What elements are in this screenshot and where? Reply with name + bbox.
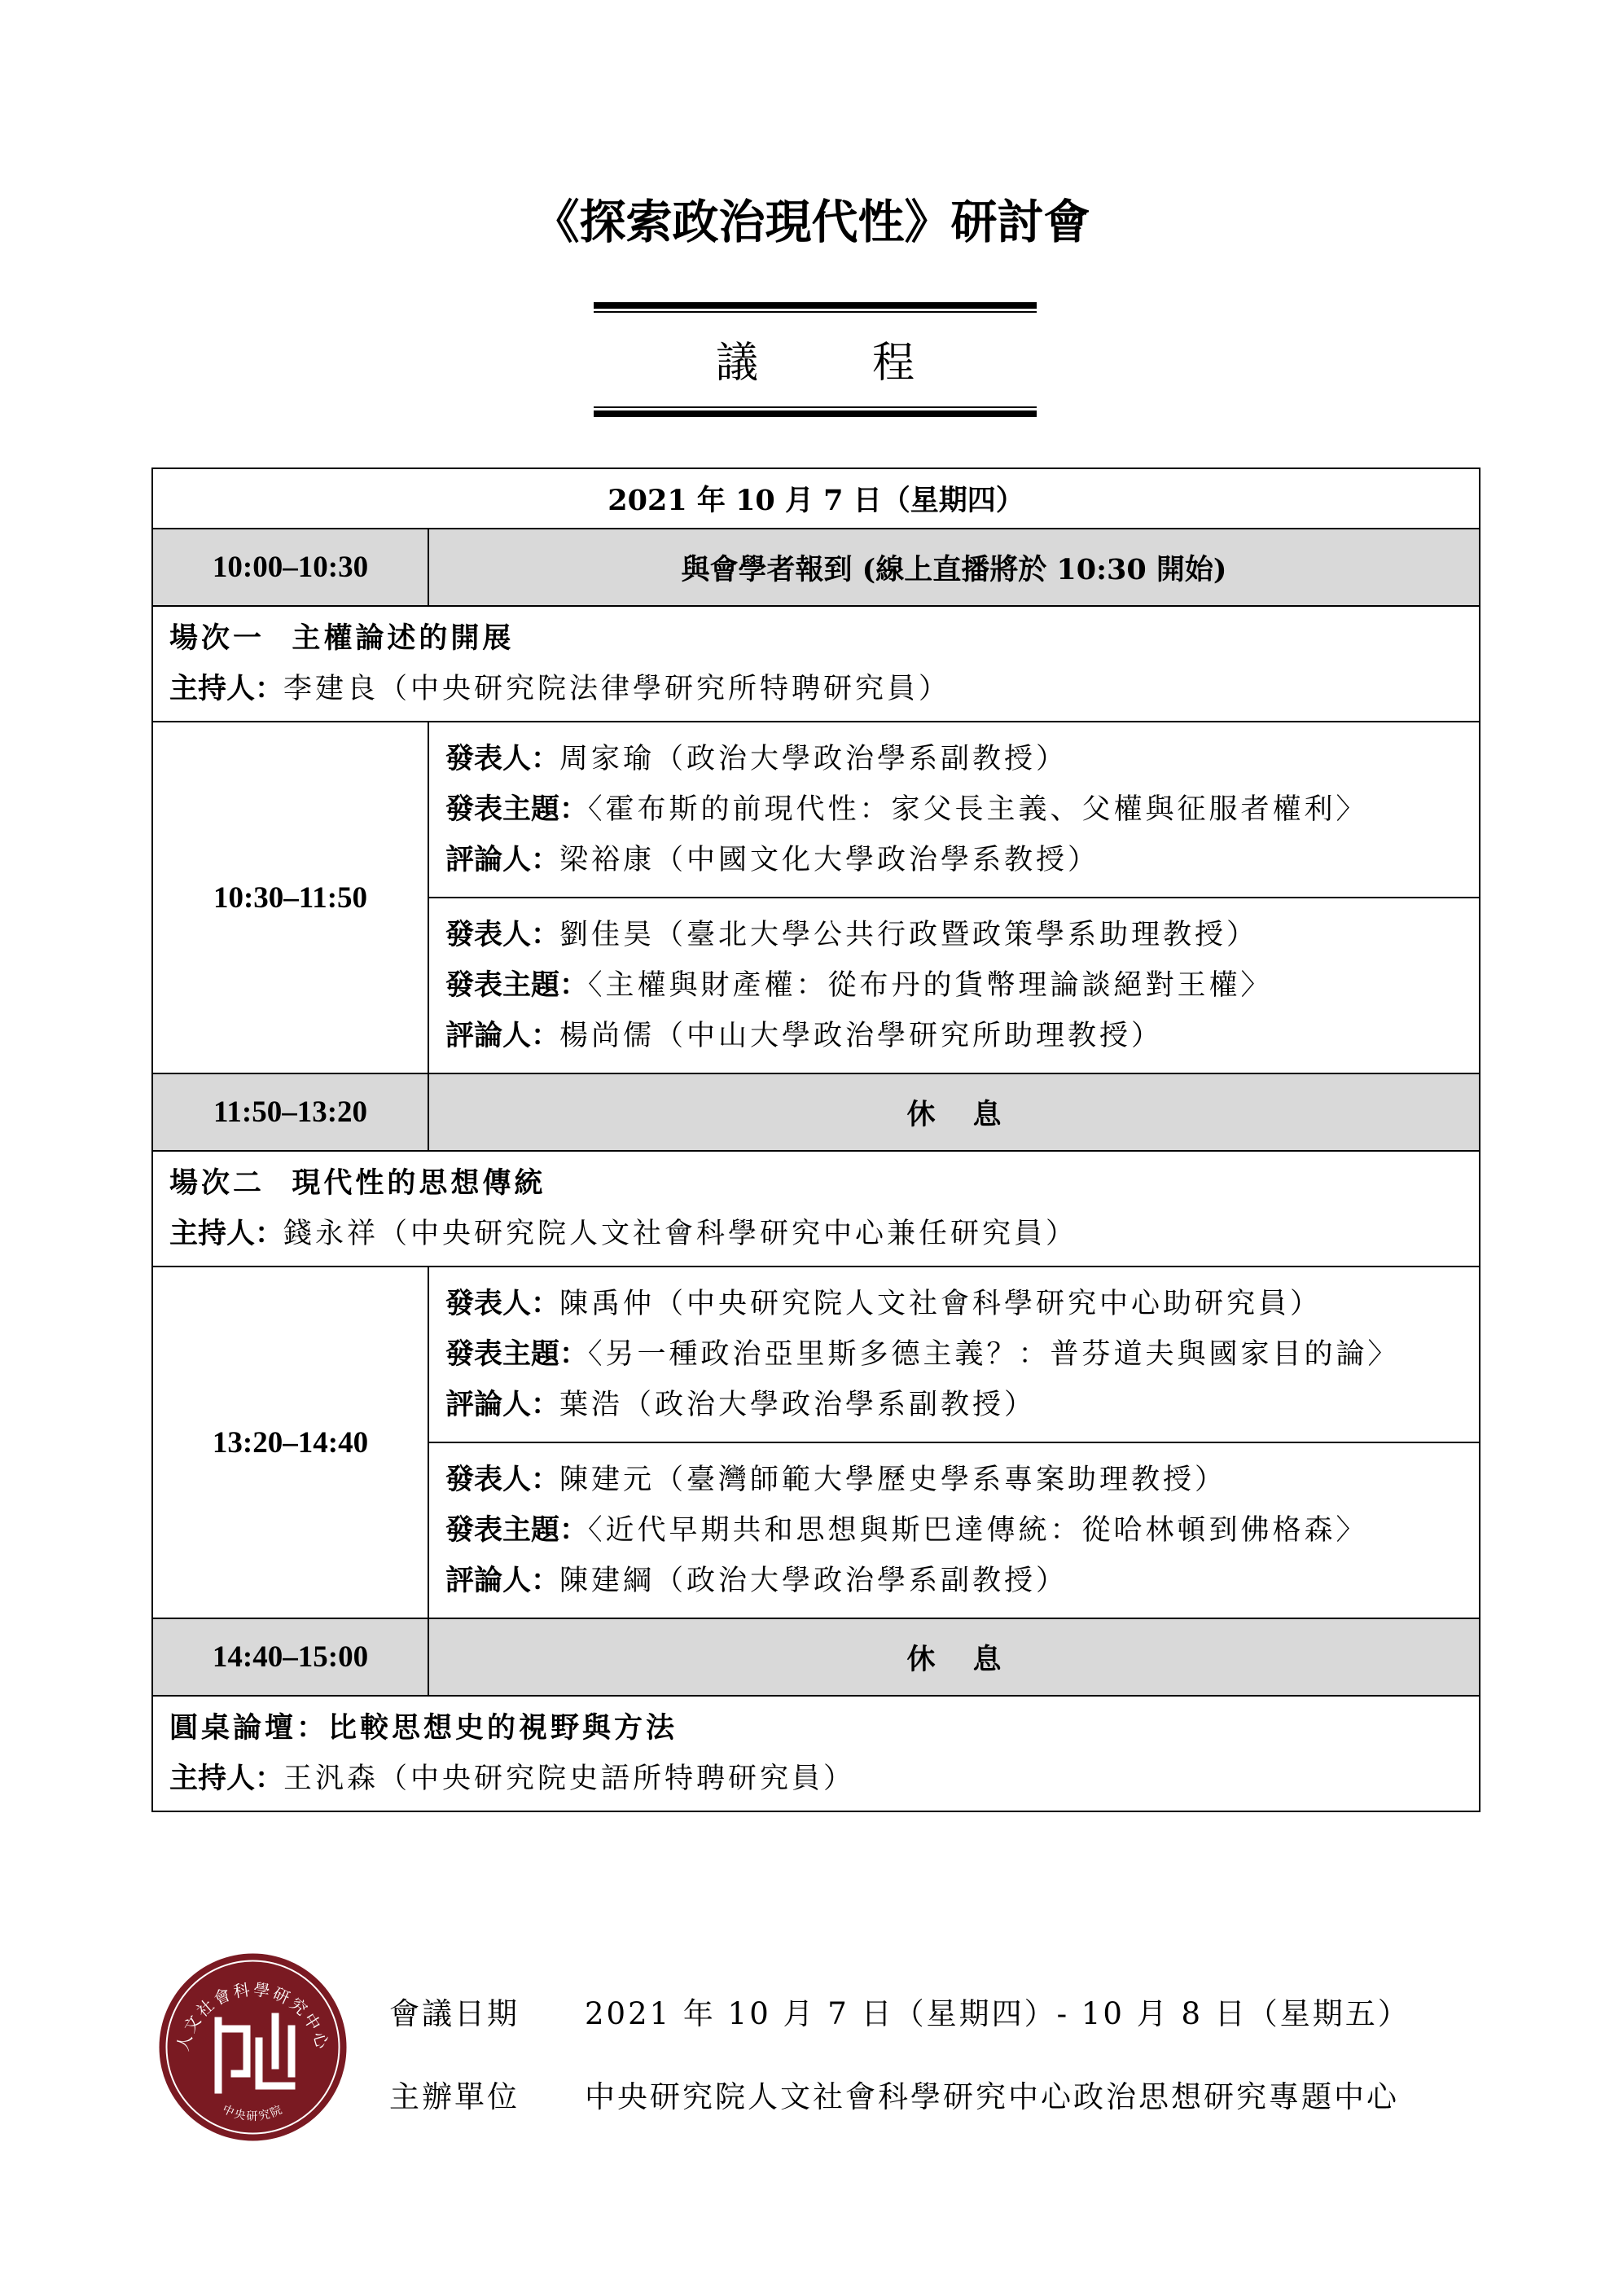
session1-header-row bbox=[152, 606, 1480, 722]
presenter-label: 發表人： bbox=[445, 742, 560, 775]
registration-text: 與會學者報到 (線上直播將於 10:30 開始) bbox=[428, 529, 1480, 606]
break1-time: 11:50–13:20 bbox=[152, 1073, 428, 1151]
session1-label: 場次一 bbox=[169, 621, 265, 655]
title-rule-bottom bbox=[594, 406, 1037, 417]
discussant-label: 評論人： bbox=[445, 843, 560, 876]
discussant: 葉浩（政治大學政治學系副教授） bbox=[559, 1389, 1037, 1421]
session1-title: 主權論述的開展 bbox=[292, 621, 515, 655]
seal-text-bottom: 中央研究院 bbox=[220, 2102, 286, 2123]
discussant: 梁裕康（中國文化大學政治學系教授） bbox=[559, 844, 1100, 876]
session2-time: 13:20–14:40 bbox=[152, 1267, 428, 1618]
agenda-heading bbox=[594, 327, 1037, 399]
session2-title: 現代性的思想傳統 bbox=[292, 1166, 546, 1200]
presenter: 陳建元（臺灣師範大學歷史學系專案助理教授） bbox=[559, 1464, 1227, 1496]
agenda-heading-char-2: 程 bbox=[872, 339, 915, 388]
break2-row bbox=[152, 1618, 1480, 1696]
roundtable-host-label: 主持人： bbox=[169, 1762, 284, 1795]
seal-text-top: 人文社會科學研究中心 bbox=[173, 1979, 333, 2053]
session2-pres1-row bbox=[152, 1267, 1480, 1442]
session1-header bbox=[152, 606, 1480, 722]
break2-time: 14:40–15:00 bbox=[152, 1618, 428, 1696]
presenter: 陳禹仲（中央研究院人文社會科學研究中心助研究員） bbox=[559, 1288, 1323, 1320]
break1-char-1: 休 bbox=[906, 1097, 936, 1131]
presenter: 劉佳昊（臺北大學公共行政暨政策學系助理教授） bbox=[559, 919, 1259, 951]
break1-row bbox=[152, 1073, 1480, 1151]
session2-header bbox=[152, 1151, 1480, 1267]
presenter-label: 發表人： bbox=[445, 1463, 560, 1496]
discussant-label: 評論人： bbox=[445, 1019, 560, 1052]
topic: 〈近代早期共和思想與斯巴達傳統：從哈林頓到佛格森〉 bbox=[588, 1514, 1368, 1547]
agenda-table bbox=[151, 468, 1480, 1812]
footer-organizer-value: 中央研究院人文社會科學研究中心政治思想研究專題中心 bbox=[585, 2079, 1399, 2114]
topic: 〈霍布斯的前現代性：家父長主義、父權與征服者權利〉 bbox=[588, 793, 1368, 826]
discussant-label: 評論人： bbox=[445, 1388, 560, 1421]
session1-pres1-row bbox=[152, 722, 1480, 898]
session1-host-label: 主持人： bbox=[169, 672, 284, 705]
seal-logo-icon bbox=[157, 1951, 349, 2143]
break2-char-2: 息 bbox=[972, 1642, 1002, 1676]
registration-time: 10:00–10:30 bbox=[152, 529, 428, 606]
title-rule-top bbox=[594, 302, 1037, 313]
session2-host-label: 主持人： bbox=[169, 1217, 284, 1250]
footer-date-value: 2021 年 10 月 7 日（星期四）- 10 月 8 日（星期五） bbox=[585, 1996, 1410, 2031]
footer-date-row bbox=[389, 1989, 1410, 2033]
page-title: 《探索政治現代性》研討會 bbox=[533, 195, 1090, 249]
presenter-label: 發表人： bbox=[445, 918, 560, 951]
session2-presentation-2 bbox=[428, 1442, 1480, 1618]
break2-char-1: 休 bbox=[906, 1642, 936, 1676]
session1-host: 李建良（中央研究院法律學研究所特聘研究員） bbox=[283, 673, 951, 705]
break2-text bbox=[428, 1618, 1480, 1696]
registration-row bbox=[152, 529, 1480, 606]
topic-label: 發表主題： bbox=[445, 968, 589, 1002]
roundtable-host: 王汎森（中央研究院史語所特聘研究員） bbox=[283, 1763, 856, 1795]
discussant: 陳建綱（政治大學政治學系副教授） bbox=[559, 1565, 1068, 1597]
session2-host: 錢永祥（中央研究院人文社會科學研究中心兼任研究員） bbox=[283, 1218, 1078, 1250]
topic-label: 發表主題： bbox=[445, 792, 589, 826]
date-row bbox=[152, 468, 1480, 529]
topic: 〈另一種政治亞里斯多德主義？：普芬道夫與國家目的論〉 bbox=[588, 1338, 1400, 1371]
session1-time: 10:30–11:50 bbox=[152, 722, 428, 1073]
discussant: 楊尚儒（中山大學政治學研究所助理教授） bbox=[559, 1020, 1164, 1052]
session2-label: 場次二 bbox=[169, 1166, 265, 1200]
discussant-label: 評論人： bbox=[445, 1564, 560, 1597]
session2-presentation-1 bbox=[428, 1267, 1480, 1442]
footer-organizer-label: 主辦單位 bbox=[389, 2079, 520, 2114]
footer-organizer-row bbox=[389, 2072, 1399, 2116]
topic-label: 發表主題： bbox=[445, 1513, 589, 1547]
topic-label: 發表主題： bbox=[445, 1337, 589, 1371]
break1-text bbox=[428, 1073, 1480, 1151]
presenter: 周家瑜（政治大學政治學系副教授） bbox=[559, 743, 1068, 775]
session1-presentation-2 bbox=[428, 898, 1480, 1073]
roundtable bbox=[152, 1696, 1480, 1811]
break1-char-2: 息 bbox=[972, 1097, 1002, 1131]
agenda-heading-char-1: 議 bbox=[715, 339, 758, 388]
session1-presentation-1 bbox=[428, 722, 1480, 898]
roundtable-title: 圓桌論壇：比較思想史的視野與方法 bbox=[169, 1711, 678, 1745]
footer-date-label: 會議日期 bbox=[389, 1996, 520, 2031]
date-cell: 2021 年 10 月 7 日（星期四） bbox=[152, 468, 1480, 529]
roundtable-row bbox=[152, 1696, 1480, 1811]
presenter-label: 發表人： bbox=[445, 1287, 560, 1320]
topic: 〈主權與財產權：從布丹的貨幣理論談絕對王權〉 bbox=[588, 969, 1273, 1002]
session2-header-row bbox=[152, 1151, 1480, 1267]
